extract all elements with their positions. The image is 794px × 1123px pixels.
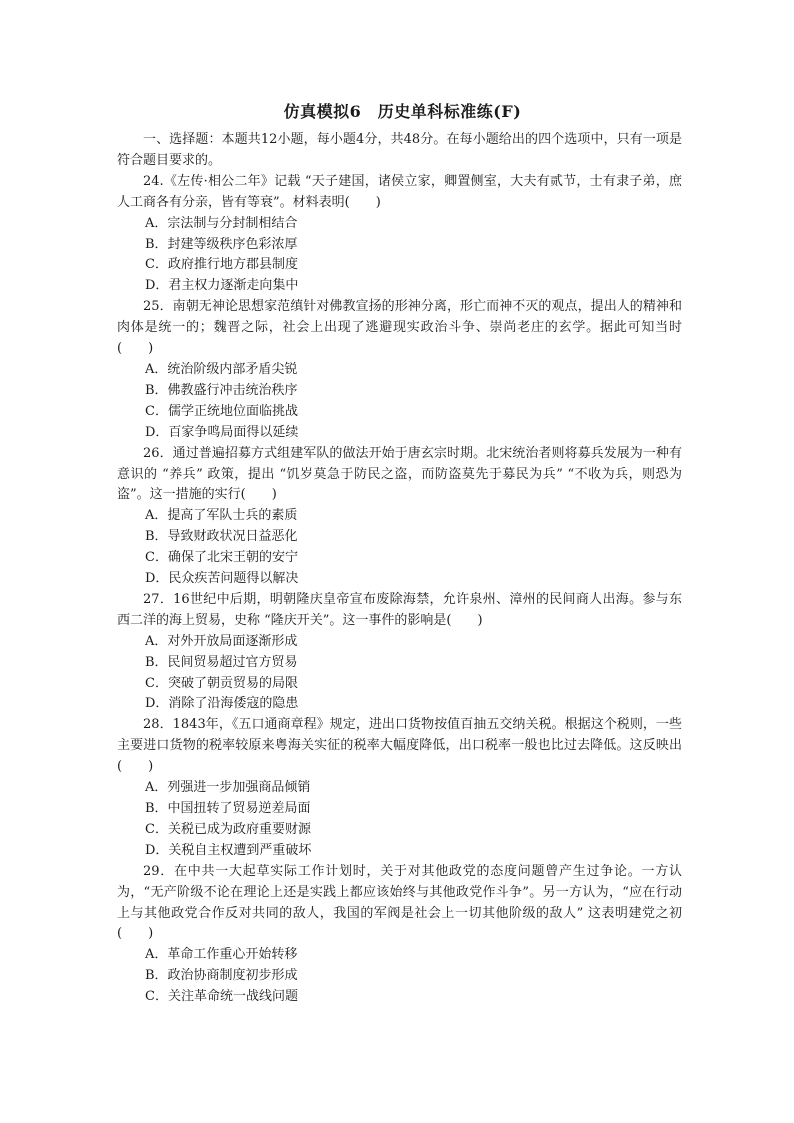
option-a: A．宗法制与分封制相结合 bbox=[145, 215, 298, 231]
option-d: D．消除了沿海倭寇的隐患 bbox=[145, 696, 299, 712]
option-c: C．关税已成为政府重要财源 bbox=[145, 821, 311, 837]
question-stem: 24.《左传·相公二年》记载 “天子建国，诸侯立家，卿置侧室，大夫有贰节，士有隶子弟，庶人工商各有分亲，皆有等衰”。材料表明( ) bbox=[117, 173, 682, 210]
question-stem: 29．在中共一大起草实际工作计划时，关于对其他政党的态度问题曾产生过争论。一方认为，“无产阶级不论在理论上还是实践上都应该始终与其他政党作斗争”。另一方认为，“应在行动上与其他政党合作反对共同的敌人，我国的军阀是社会上一切其他阶级的敌人” 这表明建党之初( ) bbox=[117, 863, 682, 942]
question-25 bbox=[117, 297, 682, 443]
option-b: B．政治协商制度初步形成 bbox=[145, 968, 298, 984]
option-c: C．关注革命统一战线问题 bbox=[145, 989, 298, 1005]
option-b: B．佛教盛行冲击统治秩序 bbox=[145, 382, 298, 398]
option-c: C．确保了北宋王朝的安宁 bbox=[145, 550, 298, 566]
question-stem: 26．通过普遍招募方式组建军队的做法开始于唐玄宗时期。北宋统治者则将募兵发展为一种有意识的 “养兵” 政策，提出 “饥岁莫急于防民之盗，而防盗莫先于募民为兵” “不收为兵，则恐为盗”。这一措施的实行( ) bbox=[117, 445, 682, 503]
option-a: A．对外开放局面逐渐形成 bbox=[145, 633, 298, 649]
option-d: D．关税自主权遭到严重破坏 bbox=[145, 842, 312, 858]
option-c: C．政府推行地方郡县制度 bbox=[145, 257, 298, 273]
question-24 bbox=[117, 172, 682, 297]
option-b: B．民间贸易超过官方贸易 bbox=[145, 654, 298, 670]
section-instruction: 一、选择题：本题共12小题，每小题4分，共48分。在每小题给出的四个选项中，只有一项是符合题目要求的。 bbox=[117, 132, 682, 168]
question-28 bbox=[117, 715, 682, 861]
question-29 bbox=[117, 862, 682, 1008]
question-26 bbox=[117, 444, 682, 590]
option-b: B．中国扭转了贸易逆差局面 bbox=[145, 801, 311, 816]
question-stem: 27．16世纪中后期，明朝隆庆皇帝宣布废除海禁，允许泉州、漳州的民间商人出海。参与东西二洋的海上贸易，史称 “隆庆开关”。这一事件的影响是( ) bbox=[117, 591, 682, 628]
option-c: C．突破了朝贡贸易的局限 bbox=[145, 675, 298, 691]
page-title: 仿真模拟6 历史单科标准练(F) bbox=[283, 102, 522, 121]
exam-page bbox=[117, 100, 682, 1008]
question-27 bbox=[117, 590, 682, 715]
option-b: B．导致财政状况日益恶化 bbox=[145, 529, 298, 545]
option-d: D．百家争鸣局面得以延续 bbox=[145, 424, 299, 440]
option-c: C．儒学正统地位面临挑战 bbox=[145, 403, 298, 419]
question-stem: 25．南朝无神论思想家范缜针对佛教宣扬的形神分离，形亡而神不灭的观点，提出人的精神和肉体是统一的；魏晋之际，社会上出现了逃避现实政治斗争、崇尚老庄的玄学。据此可知当时( ) bbox=[117, 299, 682, 357]
question-stem: 28．1843年，《五口通商章程》规定，进出口货物按值百抽五交纳关税。根据这个税则，一些主要进口货物的税率较原来粤海关实征的税率大幅度降低，出口税率一般也比过去降低。这反映出( ) bbox=[117, 717, 682, 775]
option-a: A．提高了军队士兵的素质 bbox=[145, 508, 298, 524]
option-a: A．革命工作重心开始转移 bbox=[145, 947, 298, 963]
option-d: D．民众疾苦问题得以解决 bbox=[145, 571, 299, 587]
option-a: A．统治阶级内部矛盾尖锐 bbox=[145, 361, 298, 377]
option-a: A．列强进一步加强商品倾销 bbox=[145, 780, 311, 796]
option-b: B．封建等级秩序色彩浓厚 bbox=[145, 236, 298, 252]
option-d: D．君主权力逐渐走向集中 bbox=[145, 278, 299, 294]
